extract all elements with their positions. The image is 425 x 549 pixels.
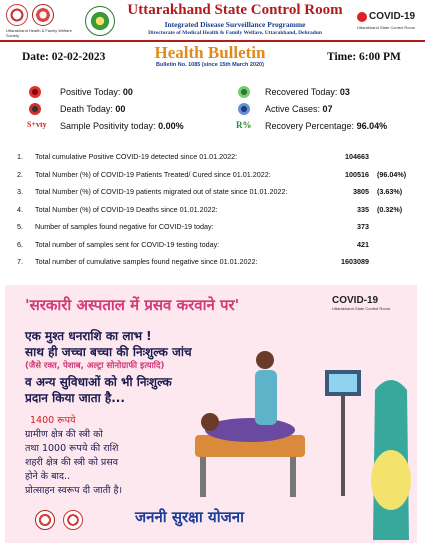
row-percentage: (3.63%) [377, 187, 403, 196]
banner-line-2: साथ ही जच्चा बच्चा की निःशुल्क जांच [25, 345, 192, 359]
row-value: 3805 [353, 187, 369, 196]
row-value: 421 [357, 240, 369, 249]
death-value: 00 [115, 104, 126, 114]
bed-leg [290, 457, 296, 497]
recovered-label: Recovered Today: [265, 87, 338, 97]
header-title: Uttarakhand State Control Room [127, 2, 343, 18]
positive-icon [29, 86, 41, 98]
row-label: Total Number (%) of COVID-19 Patients Treated/ Cured since 01.01.2022: [35, 170, 271, 179]
row-number: 6. [17, 240, 23, 249]
sample-positivity-label: Sample Positivity today: [60, 121, 156, 131]
sample-positivity-today [60, 121, 184, 131]
row-value: 335 [357, 205, 369, 214]
death-today [60, 104, 125, 114]
row-value: 104663 [345, 152, 369, 161]
covid-logo-caption: Uttarakhand State Control Room [357, 25, 416, 30]
banner-text-3: तथा 1000 रूपये की राशि [25, 443, 119, 454]
banner-amount: 1400 रूपये [30, 415, 76, 426]
nurse-figure [255, 370, 277, 425]
banner-covid-caption: Uttarakhand State Control Room [332, 306, 391, 311]
virus-icon [357, 12, 367, 22]
janani-suraksha-banner [5, 285, 417, 543]
header-divider [0, 40, 425, 42]
banner-line-4: व अन्य सुविधाओं को भी निःशुल्क [25, 375, 172, 389]
row-label: Total number of samples sent for COVID-19 testing today: [35, 240, 220, 249]
table-row [0, 170, 425, 182]
row-label: Number of samples found negative for COVID-19 today: [35, 222, 214, 231]
recovery-icon: R% [236, 120, 252, 130]
monitor-screen [329, 374, 357, 392]
active-cases-icon [238, 103, 250, 115]
table-row [0, 240, 425, 252]
recovery-value: 96.04% [356, 121, 388, 131]
table-row [0, 187, 425, 199]
row-number: 7. [17, 257, 23, 266]
row-number: 5. [17, 222, 23, 231]
banner-state-logo [63, 510, 83, 530]
row-number: 3. [17, 187, 23, 196]
row-value: 373 [357, 222, 369, 231]
banner-line-3: (जैसे रक्त, पेशाब, अल्ट्रा सोनोग्राफी इत्यादि) [25, 361, 165, 371]
bulletin-title: Health Bulletin [154, 43, 266, 62]
active-cases-value: 07 [322, 104, 333, 114]
row-percentage: (0.32%) [377, 205, 403, 214]
active-cases-label: Active Cases: [265, 104, 321, 114]
banner-text-2: ग्रामीण क्षेत्र की स्त्री को [25, 429, 103, 440]
recovered-icon [238, 86, 250, 98]
monitor-stand [341, 396, 345, 496]
recovery-percentage [265, 121, 387, 131]
header-subtitle: Integrated Disease Surveillance Programme [164, 20, 306, 29]
banner-line-1: एक मुश्त धनराशि का लाभ ! [25, 329, 152, 343]
positive-today [60, 87, 133, 97]
row-label: Total cumulative Positive COVID-19 detected since 01.01.2022: [35, 152, 238, 161]
row-label: Total number of cumulative samples found negative since 01.01.2022: [35, 257, 258, 266]
recovered-value: 03 [339, 87, 350, 97]
nurse-head [256, 351, 274, 369]
active-cases [265, 104, 333, 114]
bulletin-date: Date: 02-02-2023 [22, 51, 106, 63]
row-percentage: (96.04%) [377, 170, 407, 179]
banner-title: 'सरकारी अस्पताल में प्रसव करवाने पर' [25, 296, 240, 314]
patient-head [201, 413, 219, 431]
positive-value: 00 [122, 87, 133, 97]
row-number: 2. [17, 170, 23, 179]
state-emblem-logo [85, 6, 115, 36]
banner-text-6: प्रोत्साहन स्वरूप दी जाती है। [25, 485, 123, 496]
banner-covid-word: COVID-19 [332, 295, 379, 306]
row-label: Total Number (%) of COVID-19 patients migrated out of state since 01.01.2022: [35, 187, 288, 196]
death-label: Death Today: [60, 104, 113, 114]
recovered-today [265, 87, 350, 97]
covid-logo [355, 5, 420, 35]
mother-dress [371, 450, 411, 510]
table-row [0, 205, 425, 217]
positivity-icon: S+vty [27, 120, 47, 129]
row-value: 1603089 [341, 257, 369, 266]
bed-leg [200, 457, 206, 497]
death-icon [29, 103, 41, 115]
logo-caption: Uttarakhand Health & Family Welfare Society [6, 28, 72, 38]
banner-nhm-logo [35, 510, 55, 530]
bulletin-time: Time: 6:00 PM [327, 51, 401, 63]
banner-text-4: शहरी क्षेत्र की स्त्री को प्रसव [25, 457, 119, 468]
row-number: 4. [17, 205, 23, 214]
row-value: 100516 [345, 170, 369, 179]
positive-label: Positive Today: [60, 87, 121, 97]
header-directorate: Directorate of Medical Health & Family Welfare, Uttarakhand, Dehradun [148, 30, 322, 36]
table-row [0, 222, 425, 234]
covid-logo-word: COVID-19 [369, 11, 416, 22]
recovery-label: Recovery Percentage: [265, 121, 355, 131]
row-label: Total Number (%) of COVID-19 Deaths since 01.01.2022: [35, 205, 218, 214]
banner-text-5: होने के बाद.. [25, 471, 71, 482]
scheme-name: जननी सुरक्षा योजना [135, 508, 244, 526]
banner-covid-logo [332, 295, 407, 311]
row-number: 1. [17, 152, 23, 161]
bulletin-number: Bulletin No. 1085 (since 15th March 2020) [156, 62, 264, 68]
health-logo [6, 4, 28, 26]
banner-line-5: प्रदान किया जाता है... [25, 391, 125, 405]
nhm-logo [32, 4, 54, 26]
table-row [0, 152, 425, 164]
sample-positivity-value: 0.00% [158, 121, 184, 131]
table-row [0, 257, 425, 269]
